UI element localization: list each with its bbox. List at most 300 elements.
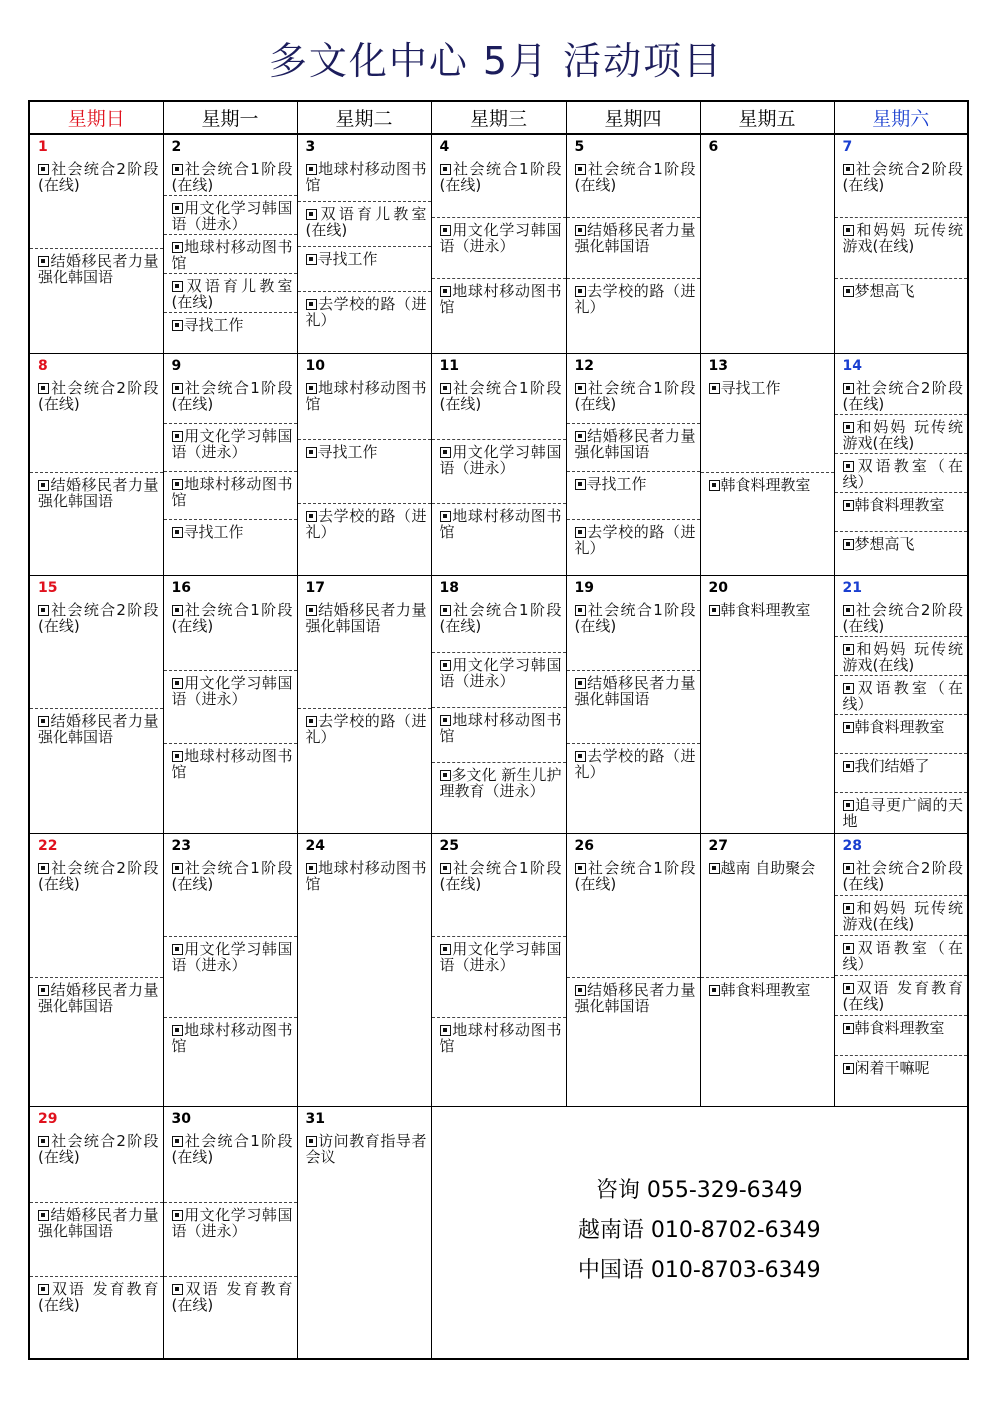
day-number: 13 xyxy=(708,358,728,374)
day-number: 1 xyxy=(38,139,48,155)
event-item xyxy=(567,279,700,339)
day-cell xyxy=(297,1107,431,1359)
event-item xyxy=(835,415,968,454)
event-item xyxy=(701,856,834,978)
day-number: 10 xyxy=(305,358,325,374)
event-label: 社会统合2阶段(在线) xyxy=(842,379,963,413)
checkbox-icon xyxy=(843,461,854,472)
checkbox-icon xyxy=(172,751,183,762)
event-label: 用文化学习韩国语（进永） xyxy=(171,199,293,233)
event-item xyxy=(567,376,700,424)
event-item xyxy=(835,218,968,279)
event-item xyxy=(567,744,700,816)
event-item xyxy=(567,856,700,978)
event-item xyxy=(835,532,968,570)
event-label: 和妈妈 玩传统游戏(在线) xyxy=(842,899,963,933)
checkbox-icon xyxy=(306,605,317,616)
event-item xyxy=(30,978,163,1099)
event-label: 寻找工作 xyxy=(183,316,244,334)
event-item xyxy=(567,978,700,1099)
event-item xyxy=(298,856,431,1101)
day-number: 28 xyxy=(842,838,862,854)
checkbox-icon xyxy=(172,281,183,292)
event-label: 和妈妈 玩传统游戏(在线) xyxy=(842,418,963,452)
event-item xyxy=(701,598,834,820)
event-label: 地球村移动图书馆 xyxy=(171,1021,293,1055)
checkbox-icon xyxy=(843,644,854,655)
checkbox-icon xyxy=(709,605,720,616)
event-item xyxy=(30,249,163,340)
event-label: 韩食料理教室 xyxy=(720,476,811,494)
checkbox-icon xyxy=(306,716,317,727)
checkbox-icon xyxy=(709,985,720,996)
day-cell xyxy=(163,576,297,834)
checkbox-icon xyxy=(38,985,49,996)
day-cell xyxy=(163,834,297,1107)
day-cell xyxy=(431,354,566,576)
checkbox-icon xyxy=(306,383,317,394)
event-item xyxy=(567,598,700,671)
event-item xyxy=(835,856,968,896)
checkbox-icon xyxy=(843,383,854,394)
checkbox-icon xyxy=(575,286,586,297)
event-label: 闲着干嘛呢 xyxy=(854,1059,930,1077)
event-label: 梦想高飞 xyxy=(854,535,915,553)
checkbox-icon xyxy=(843,722,854,733)
event-item xyxy=(298,440,431,504)
day-number: 8 xyxy=(38,358,48,374)
event-label: 社会统合1阶段(在线) xyxy=(574,379,696,413)
day-cell xyxy=(700,354,834,576)
event-label: 社会统合2阶段(在线) xyxy=(38,859,159,893)
week-row xyxy=(29,1107,968,1359)
event-item xyxy=(164,937,297,1018)
checkbox-icon xyxy=(575,863,586,874)
checkbox-icon xyxy=(38,605,49,616)
day-cell xyxy=(700,834,834,1107)
event-label: 结婚移民者力量强化韩国语 xyxy=(38,476,159,510)
event-label: 社会统合1阶段(在线) xyxy=(171,379,293,413)
day-number: 15 xyxy=(38,580,58,596)
event-item xyxy=(30,1203,163,1277)
day-cell xyxy=(29,134,163,354)
event-label: 地球村移动图书馆 xyxy=(439,507,562,541)
weekday-tuesday: 星期二 xyxy=(297,101,431,134)
week-row xyxy=(29,576,968,834)
weekday-saturday: 星期六 xyxy=(834,101,968,134)
day-number: 11 xyxy=(439,358,459,374)
event-item xyxy=(432,856,566,937)
checkbox-icon xyxy=(843,800,854,811)
event-item xyxy=(567,218,700,279)
event-label: 去学校的路（进礼） xyxy=(574,523,696,557)
event-item xyxy=(835,1016,968,1056)
event-label: 和妈妈 玩传统游戏(在线) xyxy=(842,221,963,255)
event-item xyxy=(164,472,297,520)
event-label: 双语教室（在线） xyxy=(842,679,963,713)
event-label: 社会统合1阶段(在线) xyxy=(171,859,293,893)
event-label: 韩食料理教室 xyxy=(720,981,811,999)
event-item xyxy=(298,202,431,247)
event-label: 寻找工作 xyxy=(586,475,647,493)
event-label: 地球村移动图书馆 xyxy=(439,711,562,745)
event-label: 我们结婚了 xyxy=(854,757,930,775)
event-label: 双语 发育教育(在线) xyxy=(38,1280,159,1314)
checkbox-icon xyxy=(440,863,451,874)
event-label: 双语育儿教室(在线) xyxy=(305,205,427,239)
event-item xyxy=(30,1129,163,1203)
event-item xyxy=(835,493,968,532)
event-label: 社会统合1阶段(在线) xyxy=(574,601,696,635)
event-item xyxy=(835,793,968,831)
checkbox-icon xyxy=(172,678,183,689)
checkbox-icon xyxy=(440,383,451,394)
event-label: 用文化学习韩国语（进永） xyxy=(171,940,293,974)
event-item xyxy=(835,454,968,493)
event-label: 用文化学习韩国语（进永） xyxy=(171,427,293,461)
checkbox-icon xyxy=(38,256,49,267)
checkbox-icon xyxy=(440,770,451,781)
checkbox-icon xyxy=(172,203,183,214)
event-item xyxy=(164,313,297,351)
day-cell xyxy=(297,834,431,1107)
day-cell xyxy=(163,1107,297,1359)
event-item xyxy=(164,1018,297,1098)
event-label: 梦想高飞 xyxy=(854,282,915,300)
day-cell xyxy=(834,134,968,354)
day-cell xyxy=(566,354,700,576)
event-label: 地球村移动图书馆 xyxy=(305,160,427,194)
event-item xyxy=(567,157,700,218)
checkbox-icon xyxy=(38,480,49,491)
checkbox-icon xyxy=(843,500,854,511)
checkbox-icon xyxy=(843,761,854,772)
day-number: 6 xyxy=(708,139,719,155)
event-item xyxy=(164,671,297,744)
checkbox-icon xyxy=(172,320,183,331)
event-label: 韩食料理教室 xyxy=(854,1019,945,1037)
day-number: 29 xyxy=(38,1111,58,1127)
day-number: 24 xyxy=(305,838,325,854)
event-item xyxy=(432,157,566,218)
event-label: 去学校的路（进礼） xyxy=(574,282,696,316)
contact-vietnamese: 越南语 010-8702-6349 xyxy=(577,1218,821,1243)
day-cell xyxy=(431,134,566,354)
event-item xyxy=(432,708,566,763)
event-label: 双语教室（在线） xyxy=(842,939,963,973)
day-number: 5 xyxy=(574,139,585,155)
checkbox-icon xyxy=(843,943,854,954)
event-item xyxy=(30,856,163,978)
event-item xyxy=(835,376,968,415)
checkbox-icon xyxy=(440,225,451,236)
event-item xyxy=(835,936,968,976)
day-number: 21 xyxy=(842,580,862,596)
event-item xyxy=(298,376,431,440)
checkbox-icon xyxy=(575,383,586,394)
checkbox-icon xyxy=(306,1136,317,1147)
checkbox-icon xyxy=(440,447,451,458)
event-label: 多文化 新生儿护理教育（进永） xyxy=(439,766,562,800)
checkbox-icon xyxy=(38,1210,49,1221)
checkbox-icon xyxy=(172,383,183,394)
checkbox-icon xyxy=(843,422,854,433)
checkbox-icon xyxy=(843,286,854,297)
checkbox-icon xyxy=(843,903,854,914)
checkbox-icon xyxy=(709,863,720,874)
event-item xyxy=(298,504,431,567)
event-label: 用文化学习韩国语（进永） xyxy=(439,656,562,690)
event-item xyxy=(835,676,968,715)
event-item xyxy=(567,424,700,472)
event-label: 去学校的路（进礼） xyxy=(574,747,696,781)
day-number: 2 xyxy=(171,139,182,155)
checkbox-icon xyxy=(440,605,451,616)
event-item xyxy=(567,472,700,520)
event-label: 越南 自助聚会 xyxy=(720,859,816,877)
event-label: 地球村移动图书馆 xyxy=(171,475,293,509)
checkbox-icon xyxy=(172,527,183,538)
event-label: 地球村移动图书馆 xyxy=(171,238,293,272)
day-number: 9 xyxy=(171,358,182,374)
event-label: 寻找工作 xyxy=(317,443,378,461)
day-cell xyxy=(163,354,297,576)
checkbox-icon xyxy=(575,678,586,689)
event-item xyxy=(835,754,968,793)
checkbox-icon xyxy=(709,383,720,394)
checkbox-icon xyxy=(306,299,317,310)
checkbox-icon xyxy=(843,539,854,550)
checkbox-icon xyxy=(843,683,854,694)
checkbox-icon xyxy=(172,1210,183,1221)
event-label: 和妈妈 玩传统游戏(在线) xyxy=(842,640,963,674)
day-number: 25 xyxy=(439,838,459,854)
week-row xyxy=(29,354,968,576)
event-item xyxy=(164,274,297,313)
weekday-monday: 星期一 xyxy=(163,101,297,134)
event-label: 地球村移动图书馆 xyxy=(305,859,427,893)
checkbox-icon xyxy=(575,527,586,538)
day-number: 12 xyxy=(574,358,594,374)
event-label: 用文化学习韩国语（进永） xyxy=(439,940,562,974)
day-number: 30 xyxy=(171,1111,191,1127)
weekday-thursday: 星期四 xyxy=(566,101,700,134)
event-item xyxy=(298,1129,431,1353)
checkbox-icon xyxy=(843,1063,854,1074)
checkbox-icon xyxy=(38,383,49,394)
event-label: 结婚移民者力量强化韩国语 xyxy=(38,712,159,746)
contact-inquiry: 咨询 055-329-6349 xyxy=(595,1178,803,1203)
checkbox-icon xyxy=(843,605,854,616)
week-row xyxy=(29,834,968,1107)
checkbox-icon xyxy=(38,1136,49,1147)
event-item xyxy=(164,744,297,816)
checkbox-icon xyxy=(843,1023,854,1034)
event-label: 双语教室（在线） xyxy=(842,457,963,491)
event-item xyxy=(432,763,566,817)
day-cell xyxy=(700,576,834,834)
checkbox-icon xyxy=(575,985,586,996)
event-item xyxy=(432,376,566,440)
event-label: 双语 发育教育(在线) xyxy=(842,979,963,1013)
event-label: 结婚移民者力量强化韩国语 xyxy=(574,221,696,255)
day-cell xyxy=(163,134,297,354)
event-label: 去学校的路（进礼） xyxy=(305,712,427,746)
checkbox-icon xyxy=(172,431,183,442)
checkbox-icon xyxy=(440,286,451,297)
event-item xyxy=(432,937,566,1018)
event-label: 结婚移民者力量强化韩国语 xyxy=(305,601,427,635)
event-item xyxy=(701,473,834,569)
event-item xyxy=(567,520,700,567)
event-item xyxy=(835,715,968,754)
checkbox-icon xyxy=(440,944,451,955)
event-label: 寻找工作 xyxy=(317,250,378,268)
checkbox-icon xyxy=(843,164,854,175)
event-item xyxy=(298,247,431,292)
event-item xyxy=(835,1056,968,1095)
checkbox-icon xyxy=(843,863,854,874)
weekday-wednesday: 星期三 xyxy=(431,101,566,134)
event-item xyxy=(835,598,968,637)
event-item xyxy=(432,279,566,339)
day-cell xyxy=(834,834,968,1107)
checkbox-icon xyxy=(306,863,317,874)
checkbox-icon xyxy=(172,479,183,490)
event-item xyxy=(164,157,297,196)
day-number: 31 xyxy=(305,1111,325,1127)
checkbox-icon xyxy=(172,1025,183,1036)
event-item xyxy=(164,520,297,567)
event-label: 社会统合2阶段(在线) xyxy=(38,379,159,413)
weekday-friday: 星期五 xyxy=(700,101,834,134)
event-label: 去学校的路（进礼） xyxy=(305,507,427,541)
checkbox-icon xyxy=(38,1284,49,1295)
event-label: 社会统合1阶段(在线) xyxy=(171,160,293,194)
checkbox-icon xyxy=(172,605,183,616)
checkbox-icon xyxy=(172,164,183,175)
checkbox-icon xyxy=(709,480,720,491)
event-item xyxy=(432,1018,566,1098)
event-label: 用文化学习韩国语（进永） xyxy=(439,443,562,477)
checkbox-icon xyxy=(575,479,586,490)
checkbox-icon xyxy=(172,1284,183,1295)
event-item xyxy=(835,279,968,339)
event-item xyxy=(164,1203,297,1277)
event-label: 追寻更广阔的天地 xyxy=(842,796,963,830)
day-number: 22 xyxy=(38,838,58,854)
event-item xyxy=(835,157,968,218)
event-item xyxy=(164,376,297,424)
event-item xyxy=(30,709,163,819)
checkbox-icon xyxy=(440,1025,451,1036)
event-item xyxy=(835,637,968,676)
event-item xyxy=(567,671,700,744)
day-cell xyxy=(834,576,968,834)
day-number: 19 xyxy=(574,580,594,596)
checkbox-icon xyxy=(575,164,586,175)
checkbox-icon xyxy=(172,242,183,253)
event-label: 社会统合1阶段(在线) xyxy=(171,601,293,635)
event-item xyxy=(701,978,834,1099)
event-item xyxy=(432,440,566,504)
day-cell xyxy=(29,834,163,1107)
event-label: 韩食料理教室 xyxy=(854,496,945,514)
event-label: 结婚移民者力量强化韩国语 xyxy=(574,427,696,461)
checkbox-icon xyxy=(172,863,183,874)
event-item xyxy=(164,598,297,671)
event-label: 社会统合2阶段(在线) xyxy=(38,160,159,194)
day-number: 14 xyxy=(842,358,862,374)
event-item xyxy=(835,896,968,936)
event-label: 寻找工作 xyxy=(720,379,781,397)
event-label: 结婚移民者力量强化韩国语 xyxy=(574,674,696,708)
day-cell xyxy=(566,834,700,1107)
event-item xyxy=(298,292,431,336)
week-row xyxy=(29,134,968,354)
day-number: 23 xyxy=(171,838,191,854)
event-label: 访问教育指导者会议 xyxy=(305,1132,427,1166)
event-item xyxy=(835,976,968,1016)
event-item xyxy=(30,1277,163,1350)
event-label: 社会统合1阶段(在线) xyxy=(574,160,696,194)
checkbox-icon xyxy=(440,715,451,726)
contact-info xyxy=(431,1107,968,1359)
event-item xyxy=(701,376,834,473)
event-item xyxy=(298,157,431,202)
checkbox-icon xyxy=(575,431,586,442)
event-label: 韩食料理教室 xyxy=(720,601,811,619)
day-cell xyxy=(566,576,700,834)
day-cell xyxy=(297,576,431,834)
checkbox-icon xyxy=(306,447,317,458)
event-label: 社会统合2阶段(在线) xyxy=(38,601,159,635)
day-cell xyxy=(29,1107,163,1359)
event-label: 地球村移动图书馆 xyxy=(305,379,427,413)
event-item xyxy=(164,1277,297,1350)
event-label: 结婚移民者力量强化韩国语 xyxy=(574,981,696,1015)
event-item xyxy=(30,598,163,709)
event-label: 社会统合1阶段(在线) xyxy=(439,160,562,194)
day-number: 3 xyxy=(305,139,316,155)
event-item xyxy=(164,1129,297,1203)
day-cell xyxy=(566,134,700,354)
event-item xyxy=(164,196,297,235)
contact-chinese: 中国语 010-8703-6349 xyxy=(577,1258,821,1283)
checkbox-icon xyxy=(306,254,317,265)
event-item xyxy=(432,504,566,567)
checkbox-icon xyxy=(172,944,183,955)
event-item xyxy=(30,157,163,249)
checkbox-icon xyxy=(38,164,49,175)
day-number: 4 xyxy=(439,139,450,155)
event-item xyxy=(432,598,566,653)
event-label: 社会统合1阶段(在线) xyxy=(574,859,696,893)
checkbox-icon xyxy=(440,164,451,175)
day-number: 18 xyxy=(439,580,459,596)
event-item xyxy=(164,235,297,274)
event-item xyxy=(432,218,566,279)
day-cell xyxy=(297,134,431,354)
event-label: 寻找工作 xyxy=(183,523,244,541)
event-label: 双语 发育教育(在线) xyxy=(171,1280,293,1314)
event-item xyxy=(164,424,297,472)
event-label: 用文化学习韩国语（进永） xyxy=(439,221,562,255)
checkbox-icon xyxy=(843,983,854,994)
checkbox-icon xyxy=(440,511,451,522)
event-label: 去学校的路（进礼） xyxy=(305,295,427,329)
day-number: 26 xyxy=(574,838,594,854)
